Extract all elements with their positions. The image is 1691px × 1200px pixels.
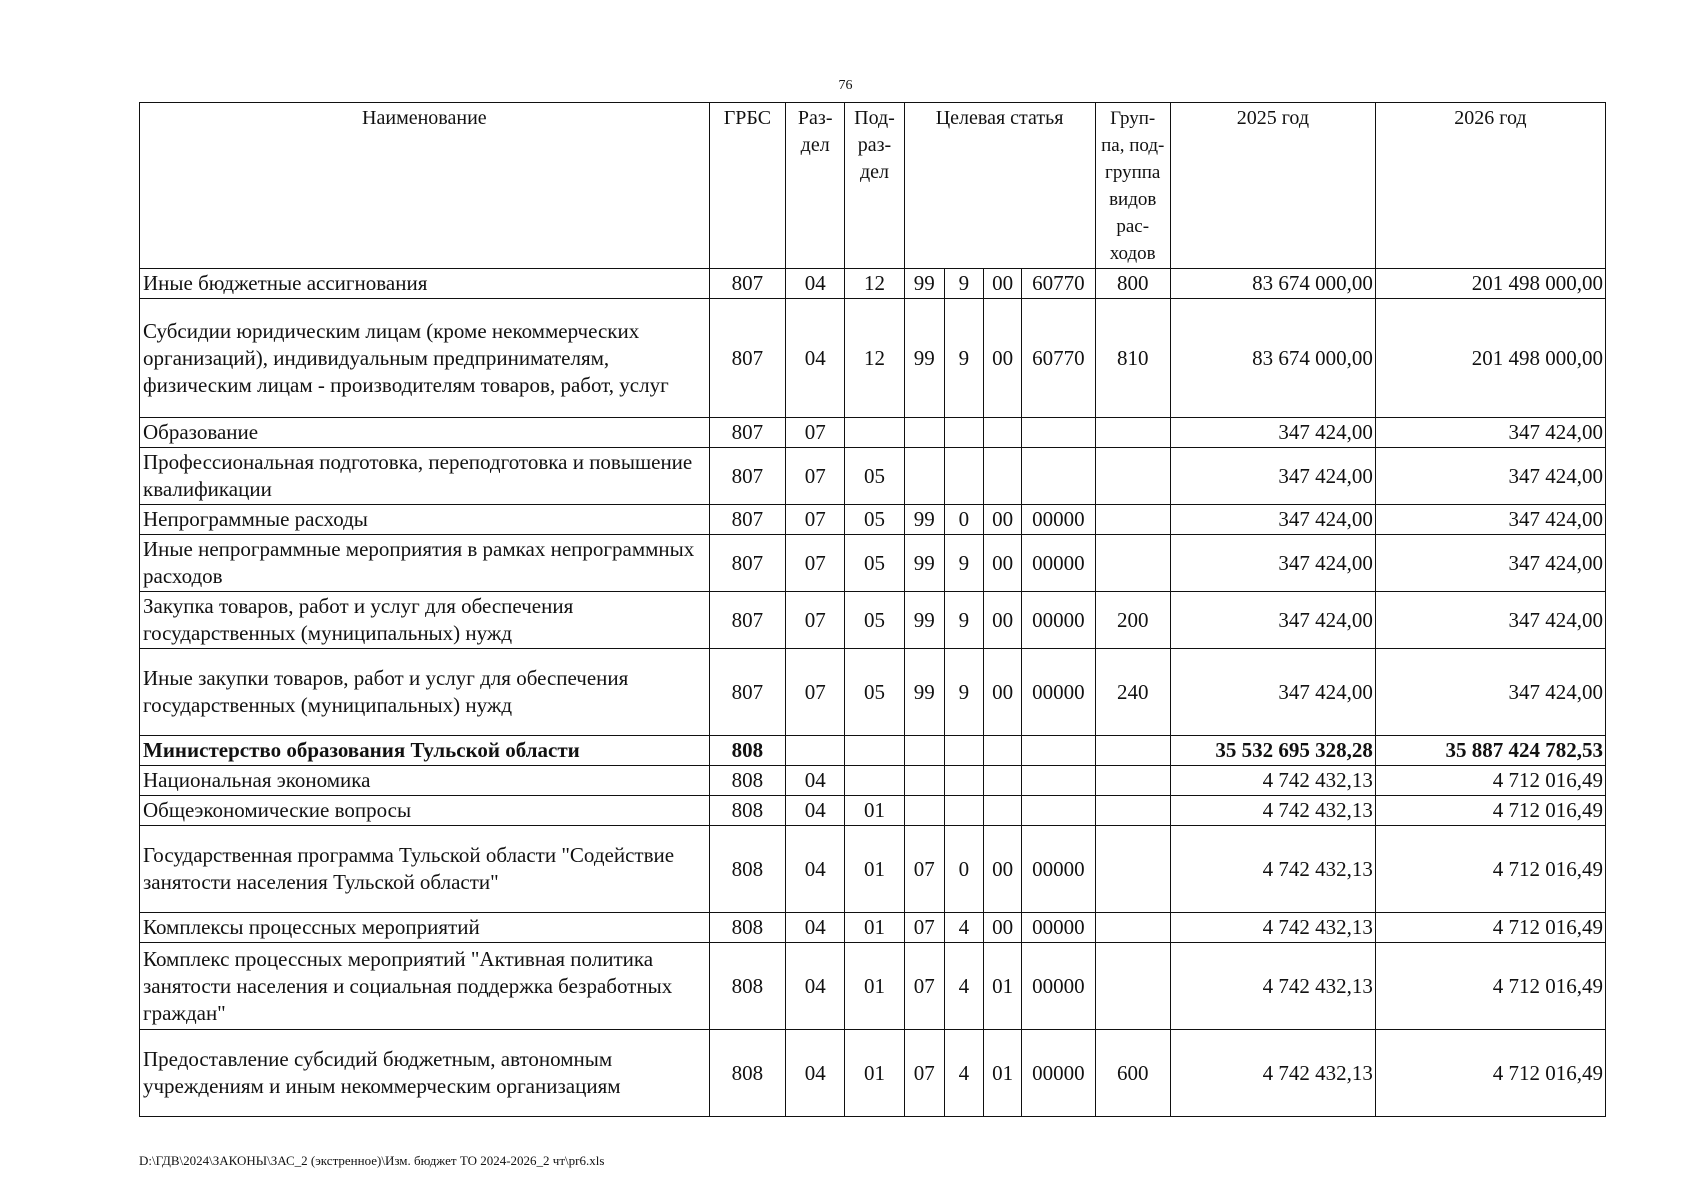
amount-2026-cell: 201 498 000,00 (1375, 299, 1605, 418)
header-2025: 2025 год (1170, 103, 1375, 269)
target-program-cell: 99 (904, 535, 944, 592)
amount-2025-cell: 347 424,00 (1170, 448, 1375, 505)
grbs-cell: 807 (709, 592, 785, 649)
expense-group-cell (1095, 535, 1170, 592)
target-direction-cell: 00000 (1022, 592, 1095, 649)
target-type-cell: 0 (944, 505, 983, 535)
target-direction-cell: 00000 (1022, 913, 1095, 943)
razdel-cell: 07 (786, 592, 845, 649)
grbs-cell: 807 (709, 269, 785, 299)
amount-2026-cell: 347 424,00 (1375, 418, 1605, 448)
podrazdel-cell: 01 (845, 826, 904, 913)
razdel-cell: 07 (786, 649, 845, 736)
grbs-cell: 808 (709, 766, 785, 796)
row-name: Образование (140, 418, 710, 448)
target-program-cell (904, 418, 944, 448)
amount-2025-cell: 347 424,00 (1170, 418, 1375, 448)
target-subprogram-cell: 00 (983, 535, 1021, 592)
target-direction-cell: 60770 (1022, 269, 1095, 299)
grbs-cell: 808 (709, 943, 785, 1030)
file-path-footer: D:\ГДВ\2024\ЗАКОНЫ\ЗАС_2 (экстренное)\Изм. бюджет ТО 2024-2026_2 чт\pr6.xls (139, 1153, 605, 1168)
expense-group-cell (1095, 826, 1170, 913)
target-subprogram-cell (983, 736, 1021, 766)
target-type-cell: 9 (944, 269, 983, 299)
table-row (140, 913, 1606, 943)
target-direction-cell: 00000 (1022, 943, 1095, 1030)
expense-group-cell: 600 (1095, 1030, 1170, 1117)
amount-2025-cell: 347 424,00 (1170, 535, 1375, 592)
amount-2026-cell: 201 498 000,00 (1375, 269, 1605, 299)
table-row (140, 796, 1606, 826)
row-name: Министерство образования Тульской области (140, 736, 710, 766)
target-type-cell: 9 (944, 592, 983, 649)
target-type-cell (944, 766, 983, 796)
target-subprogram-cell: 00 (983, 299, 1021, 418)
grbs-cell: 807 (709, 505, 785, 535)
budget-table (139, 102, 1606, 1117)
target-type-cell: 4 (944, 1030, 983, 1117)
target-program-cell: 99 (904, 592, 944, 649)
table-row (140, 1030, 1606, 1117)
row-name: Комплексы процессных мероприятий (140, 913, 710, 943)
amount-2025-cell: 347 424,00 (1170, 649, 1375, 736)
grbs-cell: 808 (709, 913, 785, 943)
grbs-cell: 807 (709, 448, 785, 505)
razdel-cell: 04 (786, 943, 845, 1030)
table-row (140, 592, 1606, 649)
table-row (140, 649, 1606, 736)
target-program-cell: 99 (904, 649, 944, 736)
target-direction-cell (1022, 418, 1095, 448)
target-type-cell: 0 (944, 826, 983, 913)
amount-2026-cell: 347 424,00 (1375, 592, 1605, 649)
target-direction-cell: 00000 (1022, 1030, 1095, 1117)
expense-group-cell: 810 (1095, 299, 1170, 418)
target-program-cell: 99 (904, 269, 944, 299)
target-type-cell: 9 (944, 535, 983, 592)
table-row (140, 736, 1606, 766)
target-direction-cell: 00000 (1022, 535, 1095, 592)
expense-group-cell (1095, 418, 1170, 448)
target-subprogram-cell (983, 796, 1021, 826)
table-row (140, 766, 1606, 796)
target-type-cell: 4 (944, 943, 983, 1030)
row-name: Комплекс процессных мероприятий "Активная политика занятости населения и социальная поддержка безработных граждан" (140, 943, 710, 1030)
header-name: Наименование (140, 103, 710, 269)
razdel-cell (786, 736, 845, 766)
target-program-cell: 99 (904, 505, 944, 535)
amount-2026-cell: 347 424,00 (1375, 505, 1605, 535)
expense-group-cell (1095, 766, 1170, 796)
podrazdel-cell: 05 (845, 505, 904, 535)
target-type-cell (944, 418, 983, 448)
razdel-cell: 07 (786, 535, 845, 592)
grbs-cell: 807 (709, 299, 785, 418)
table-row (140, 826, 1606, 913)
target-program-cell (904, 736, 944, 766)
expense-group-cell: 800 (1095, 269, 1170, 299)
podrazdel-cell (845, 766, 904, 796)
row-name: Национальная экономика (140, 766, 710, 796)
table-row (140, 448, 1606, 505)
target-program-cell: 07 (904, 913, 944, 943)
target-subprogram-cell: 01 (983, 1030, 1021, 1117)
amount-2026-cell: 35 887 424 782,53 (1375, 736, 1605, 766)
podrazdel-cell: 05 (845, 535, 904, 592)
expense-group-cell (1095, 505, 1170, 535)
row-name: Закупка товаров, работ и услуг для обеспечения государственных (муниципальных) нужд (140, 592, 710, 649)
razdel-cell: 04 (786, 913, 845, 943)
target-type-cell (944, 736, 983, 766)
row-name: Общеэкономические вопросы (140, 796, 710, 826)
grbs-cell: 808 (709, 736, 785, 766)
header-razdel: Раз- дел (786, 103, 845, 269)
row-name: Непрограммные расходы (140, 505, 710, 535)
target-direction-cell (1022, 448, 1095, 505)
header-grbs: ГРБС (709, 103, 785, 269)
table-row (140, 943, 1606, 1030)
amount-2026-cell: 4 712 016,49 (1375, 796, 1605, 826)
podrazdel-cell: 01 (845, 913, 904, 943)
target-type-cell: 9 (944, 649, 983, 736)
target-subprogram-cell (983, 766, 1021, 796)
row-name: Иные бюджетные ассигнования (140, 269, 710, 299)
expense-group-cell: 240 (1095, 649, 1170, 736)
header-2026: 2026 год (1375, 103, 1605, 269)
podrazdel-cell: 05 (845, 592, 904, 649)
target-type-cell: 9 (944, 299, 983, 418)
amount-2026-cell: 347 424,00 (1375, 649, 1605, 736)
target-program-cell: 07 (904, 943, 944, 1030)
target-program-cell: 99 (904, 299, 944, 418)
amount-2026-cell: 4 712 016,49 (1375, 1030, 1605, 1117)
podrazdel-cell: 05 (845, 649, 904, 736)
target-direction-cell: 00000 (1022, 826, 1095, 913)
amount-2026-cell: 4 712 016,49 (1375, 943, 1605, 1030)
razdel-cell: 07 (786, 505, 845, 535)
amount-2025-cell: 83 674 000,00 (1170, 299, 1375, 418)
amount-2025-cell: 4 742 432,13 (1170, 766, 1375, 796)
grbs-cell: 807 (709, 418, 785, 448)
target-subprogram-cell: 00 (983, 913, 1021, 943)
amount-2025-cell: 83 674 000,00 (1170, 269, 1375, 299)
amount-2025-cell: 347 424,00 (1170, 592, 1375, 649)
target-subprogram-cell: 00 (983, 649, 1021, 736)
expense-group-cell (1095, 736, 1170, 766)
amount-2026-cell: 347 424,00 (1375, 448, 1605, 505)
amount-2025-cell: 35 532 695 328,28 (1170, 736, 1375, 766)
target-direction-cell (1022, 736, 1095, 766)
target-direction-cell (1022, 796, 1095, 826)
expense-group-cell (1095, 448, 1170, 505)
podrazdel-cell: 01 (845, 1030, 904, 1117)
table-body (140, 269, 1606, 1117)
target-subprogram-cell: 00 (983, 269, 1021, 299)
target-direction-cell (1022, 766, 1095, 796)
grbs-cell: 807 (709, 649, 785, 736)
row-name: Профессиональная подготовка, переподготовка и повышение квалификации (140, 448, 710, 505)
amount-2025-cell: 4 742 432,13 (1170, 796, 1375, 826)
target-type-cell: 4 (944, 913, 983, 943)
table-row (140, 535, 1606, 592)
razdel-cell: 04 (786, 796, 845, 826)
target-subprogram-cell (983, 448, 1021, 505)
table-row (140, 505, 1606, 535)
razdel-cell: 04 (786, 269, 845, 299)
target-program-cell (904, 766, 944, 796)
amount-2026-cell: 4 712 016,49 (1375, 913, 1605, 943)
target-type-cell (944, 796, 983, 826)
target-direction-cell: 00000 (1022, 505, 1095, 535)
target-program-cell: 07 (904, 1030, 944, 1117)
target-direction-cell: 60770 (1022, 299, 1095, 418)
target-subprogram-cell: 01 (983, 943, 1021, 1030)
amount-2025-cell: 4 742 432,13 (1170, 913, 1375, 943)
podrazdel-cell: 05 (845, 448, 904, 505)
razdel-cell: 04 (786, 826, 845, 913)
target-subprogram-cell: 00 (983, 505, 1021, 535)
row-name: Предоставление субсидий бюджетным, автономным учреждениям и иным некоммерческим организациям (140, 1030, 710, 1117)
podrazdel-cell: 12 (845, 299, 904, 418)
table-header-row (140, 103, 1606, 269)
grbs-cell: 807 (709, 535, 785, 592)
expense-group-cell: 200 (1095, 592, 1170, 649)
podrazdel-cell (845, 736, 904, 766)
razdel-cell: 07 (786, 448, 845, 505)
target-subprogram-cell: 00 (983, 826, 1021, 913)
grbs-cell: 808 (709, 796, 785, 826)
amount-2025-cell: 4 742 432,13 (1170, 826, 1375, 913)
amount-2026-cell: 4 712 016,49 (1375, 826, 1605, 913)
podrazdel-cell (845, 418, 904, 448)
grbs-cell: 808 (709, 1030, 785, 1117)
header-expense-group: Груп- па, под- группа видов рас- ходов (1095, 103, 1170, 269)
podrazdel-cell: 12 (845, 269, 904, 299)
amount-2025-cell: 4 742 432,13 (1170, 1030, 1375, 1117)
target-type-cell (944, 448, 983, 505)
razdel-cell: 04 (786, 1030, 845, 1117)
target-program-cell: 07 (904, 826, 944, 913)
header-podrazdel: Под- раз- дел (845, 103, 904, 269)
amount-2026-cell: 4 712 016,49 (1375, 766, 1605, 796)
row-name: Иные непрограммные мероприятия в рамках непрограммных расходов (140, 535, 710, 592)
row-name: Иные закупки товаров, работ и услуг для обеспечения государственных (муниципальных) нужд (140, 649, 710, 736)
header-target-article: Целевая статья (904, 103, 1095, 269)
podrazdel-cell: 01 (845, 943, 904, 1030)
expense-group-cell (1095, 943, 1170, 1030)
table-row (140, 269, 1606, 299)
grbs-cell: 808 (709, 826, 785, 913)
razdel-cell: 04 (786, 766, 845, 796)
row-name: Государственная программа Тульской области "Содействие занятости населения Тульской области" (140, 826, 710, 913)
expense-group-cell (1095, 796, 1170, 826)
amount-2026-cell: 347 424,00 (1375, 535, 1605, 592)
razdel-cell: 07 (786, 418, 845, 448)
target-program-cell (904, 796, 944, 826)
table-row (140, 418, 1606, 448)
target-subprogram-cell (983, 418, 1021, 448)
target-program-cell (904, 448, 944, 505)
target-direction-cell: 00000 (1022, 649, 1095, 736)
amount-2025-cell: 347 424,00 (1170, 505, 1375, 535)
row-name: Субсидии юридическим лицам (кроме некоммерческих организаций), индивидуальным предпринимателям, физическим лицам - производителям товаров, работ, услуг (140, 299, 710, 418)
target-subprogram-cell: 00 (983, 592, 1021, 649)
podrazdel-cell: 01 (845, 796, 904, 826)
expense-group-cell (1095, 913, 1170, 943)
table-row (140, 299, 1606, 418)
razdel-cell: 04 (786, 299, 845, 418)
page-number: 76 (838, 78, 853, 93)
amount-2025-cell: 4 742 432,13 (1170, 943, 1375, 1030)
